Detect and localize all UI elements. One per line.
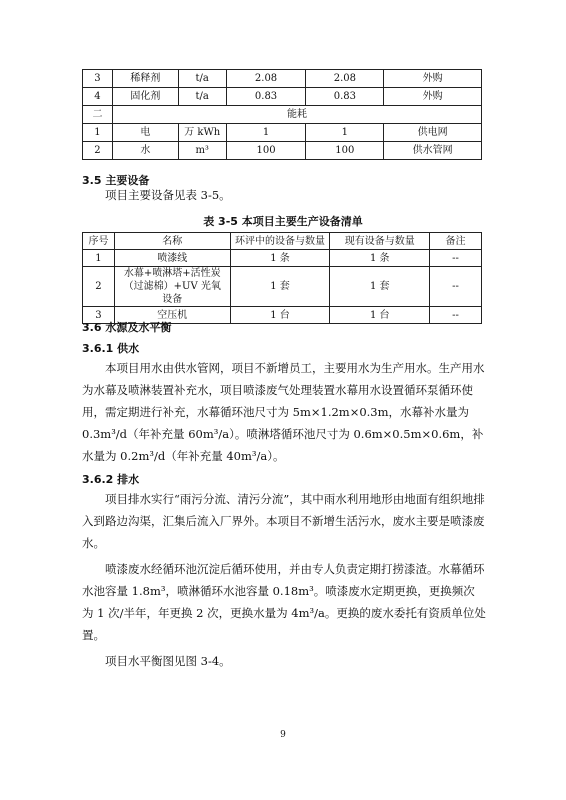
cell-name: 空压机 — [114, 307, 230, 324]
paragraph: 项目主要设备见表 3-5。 — [105, 188, 231, 202]
cell-current: 100 — [306, 142, 384, 160]
section-heading: 3.5 主要设备 — [82, 174, 150, 187]
table-row — [83, 142, 482, 160]
cell-source: 供水管网 — [384, 142, 482, 160]
cell-eia: 1 — [226, 124, 306, 142]
cell-unit: t/a — [178, 70, 226, 88]
cell-eia: 0.83 — [226, 88, 306, 106]
header-name: 名称 — [114, 233, 230, 250]
cell-source: 外购 — [384, 70, 482, 88]
table-caption: 表 3-5 本项目主要生产设备清单 — [203, 215, 363, 228]
header-no: 序号 — [83, 233, 115, 250]
cell-no: 1 — [83, 124, 113, 142]
table-header-row — [83, 233, 482, 250]
paragraph-supply: 本项目用水由供水管网，项目不新增员工，主要用水为生产用水。生产用水为水幕及喷淋装置补充水，项目喷漆废气处理装置水幕用水设置循环泵循环使用，需定期进行补充，水幕循环池尺寸为 5m×1.2m×0.3m，水幕补水量为 0.3m³/d（年补充量 60m³/a）。喷淋塔循环池尺寸为 0.6m×0.5m×0.6m，补水量为 0.2m³/d（年补充量 40m³/a）。 — [82, 361, 485, 463]
subsection-heading-supply: 3.6.1 供水 — [82, 342, 140, 355]
cell-name: 水幕+喷淋塔+活性炭（过滤棉）+UV 光氧设备 — [114, 267, 230, 307]
cell-name: 稀释剂 — [112, 70, 178, 88]
cell-eia: 1 台 — [230, 307, 330, 324]
subsection-heading-drainage: 3.6.2 排水 — [82, 473, 140, 486]
cell-eia: 2.08 — [226, 70, 306, 88]
cell-name: 喷漆线 — [114, 250, 230, 267]
header-note: 备注 — [430, 233, 482, 250]
paragraph-drainage-3: 项目水平衡图见图 3-4。 — [105, 654, 231, 668]
cell-current: 1 套 — [330, 267, 430, 307]
section-heading: 3.6 水源及水平衡 — [82, 321, 172, 334]
cell-eia: 1 条 — [230, 250, 330, 267]
cell-source: 供电网 — [384, 124, 482, 142]
cell-unit: 万 kWh — [178, 124, 226, 142]
cell-section-label: 能耗 — [112, 106, 481, 124]
table-row — [83, 88, 482, 106]
cell-note: -- — [430, 307, 482, 324]
cell-current: 1 — [306, 124, 384, 142]
cell-section-no: 二 — [83, 106, 113, 124]
cell-no: 3 — [83, 307, 115, 324]
cell-no: 4 — [83, 88, 113, 106]
cell-no: 2 — [83, 142, 113, 160]
cell-note: -- — [430, 250, 482, 267]
table-row — [83, 267, 482, 307]
table-row — [83, 250, 482, 267]
cell-eia: 100 — [226, 142, 306, 160]
equipment-table — [82, 232, 482, 324]
table-section-row — [83, 106, 482, 124]
cell-no: 2 — [83, 267, 115, 307]
header-current: 现有设备与数量 — [330, 233, 430, 250]
cell-note: -- — [430, 267, 482, 307]
materials-energy-table — [82, 69, 482, 160]
cell-name: 电 — [112, 124, 178, 142]
cell-unit: t/a — [178, 88, 226, 106]
page-number: 9 — [280, 730, 286, 740]
table-row — [83, 70, 482, 88]
cell-current: 1 条 — [330, 250, 430, 267]
cell-current: 1 台 — [330, 307, 430, 324]
paragraph-drainage-1: 项目排水实行“雨污分流、清污分流”，其中雨水利用地形由地面有组织地排入到路边沟渠，汇集后流入厂界外。本项目不新增生活污水，废水主要是喷漆废水。 — [82, 492, 485, 550]
cell-unit: m³ — [178, 142, 226, 160]
paragraph-drainage-2: 喷漆废水经循环池沉淀后循环使用，并由专人负责定期打捞漆渣。水幕循环水池容量 1.8m³，喷淋循环水池容量 0.18m³。喷漆废水定期更换，更换频次为 1 次/半年，年更换 2 次，更换水量为 4m³/a。更换的废水委托有资质单位处置。 — [82, 562, 486, 642]
cell-name: 固化剂 — [112, 88, 178, 106]
table-row — [83, 124, 482, 142]
cell-current: 0.83 — [306, 88, 384, 106]
cell-current: 2.08 — [306, 70, 384, 88]
cell-eia: 1 套 — [230, 267, 330, 307]
cell-source: 外购 — [384, 88, 482, 106]
cell-name: 水 — [112, 142, 178, 160]
header-eia: 环评中的设备与数量 — [230, 233, 330, 250]
cell-no: 1 — [83, 250, 115, 267]
cell-no: 3 — [83, 70, 113, 88]
